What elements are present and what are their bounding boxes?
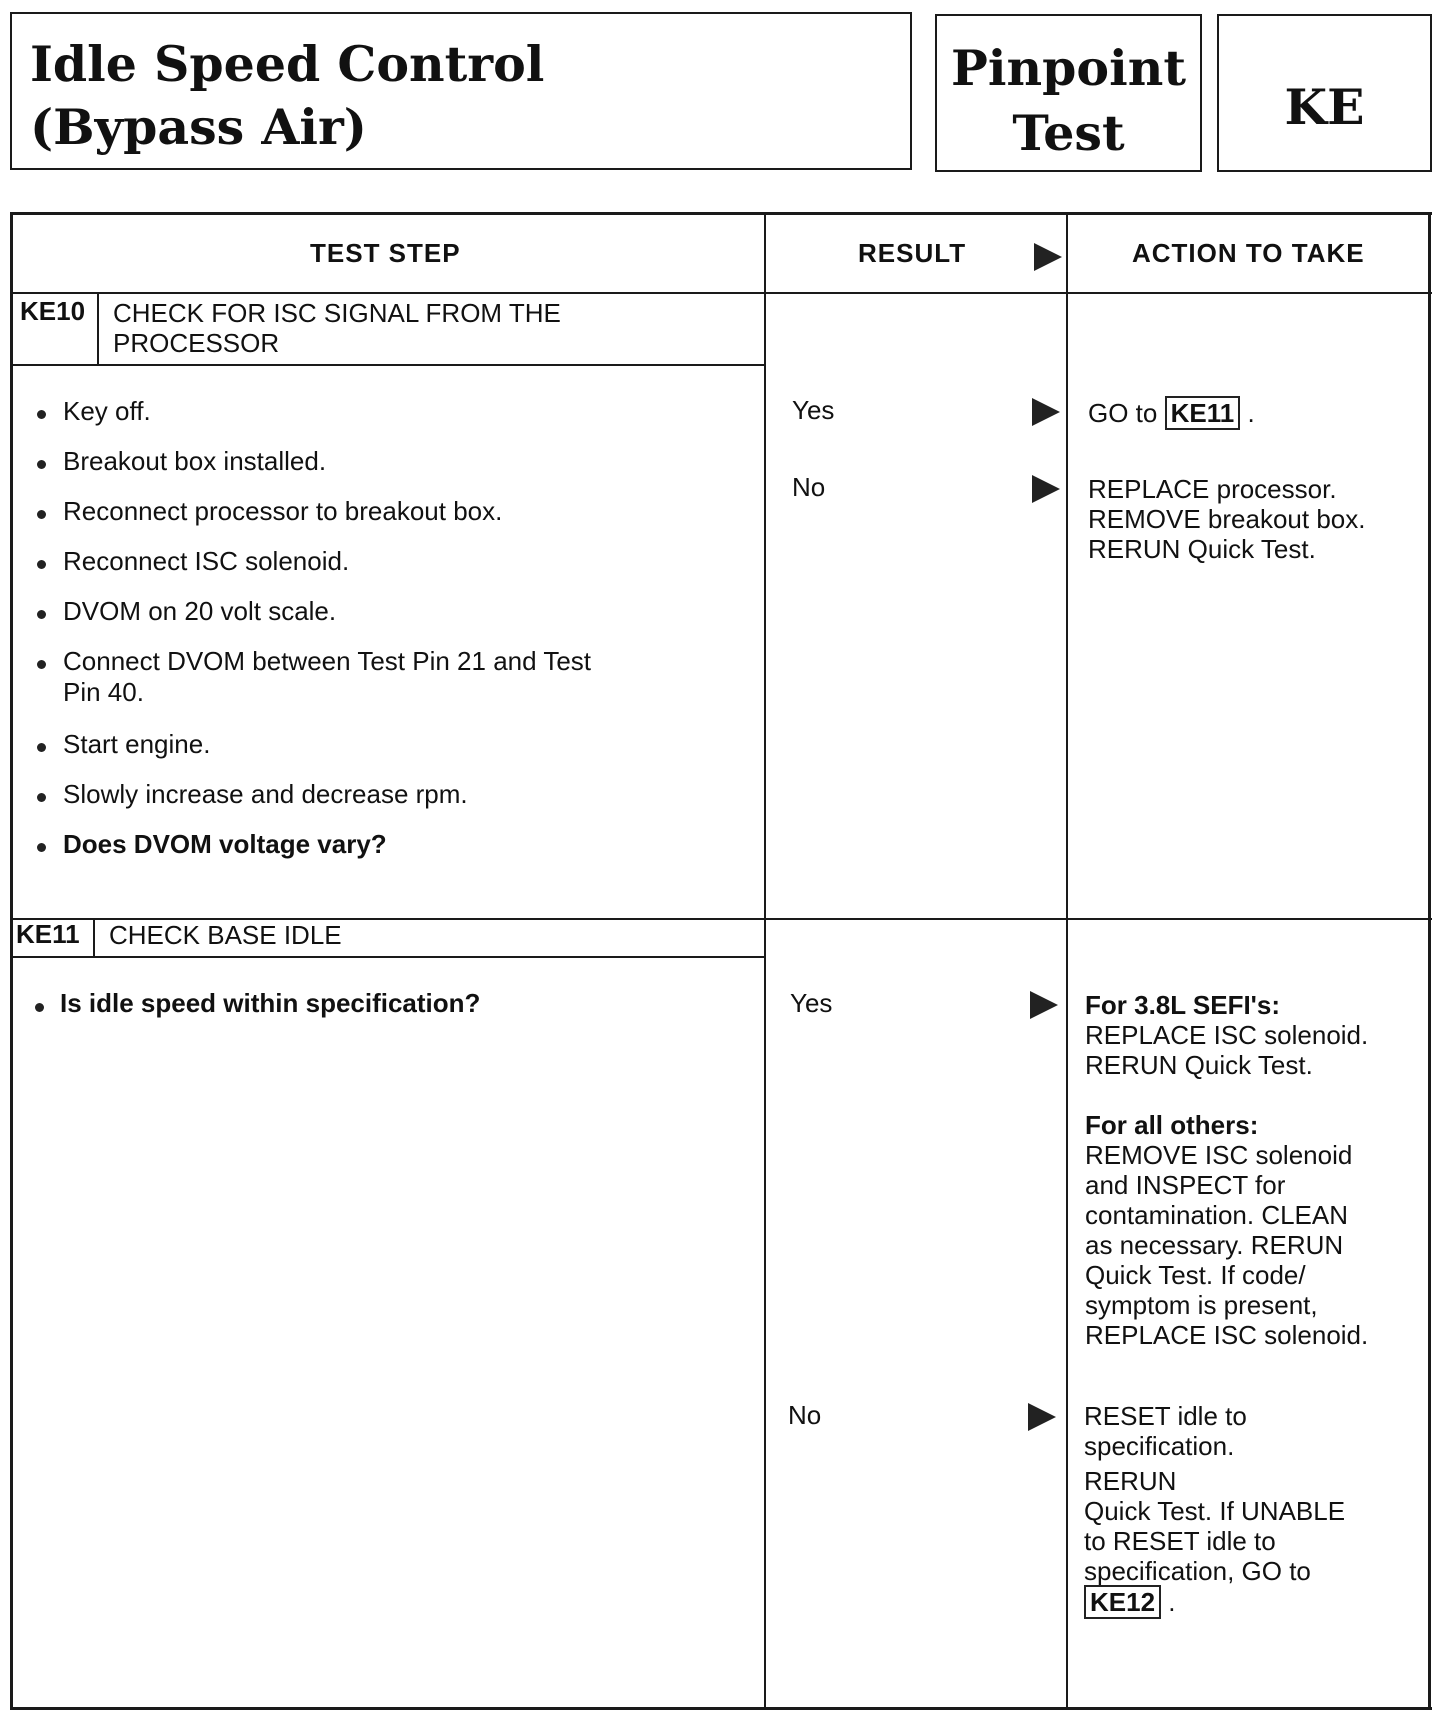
ref-link-ke12[interactable]: KE12 [1084, 1585, 1161, 1619]
result-arrow-icon [1034, 243, 1062, 271]
step-title-ke10-line1: CHECK FOR ISC SIGNAL FROM THE [113, 298, 561, 328]
pinpoint-label: Pinpoint [951, 39, 1186, 97]
action-line: as necessary. RERUN [1085, 1230, 1344, 1260]
list-item: DVOM on 20 volt scale. [63, 596, 337, 626]
bullet-icon [37, 610, 46, 619]
step-id-ke11: KE11 [16, 919, 80, 949]
column-divider-2 [1066, 212, 1068, 1710]
action-line: REMOVE ISC solenoid [1085, 1140, 1353, 1170]
list-item: Start engine. [63, 729, 211, 759]
column-header-result: RESULT [858, 238, 967, 268]
action-suffix: . [1247, 398, 1255, 428]
list-item-question: Is idle speed within specification? [60, 988, 481, 1018]
result-yes-ke10: Yes [792, 395, 835, 425]
column-header-test-step: TEST STEP [310, 238, 461, 268]
pinpoint-test-box [935, 14, 1202, 172]
list-item: Reconnect processor to breakout box. [63, 496, 503, 526]
action-line: Quick Test. If UNABLE [1084, 1496, 1346, 1526]
column-header-action: ACTION TO TAKE [1132, 238, 1365, 268]
action-line: to RESET idle to [1084, 1526, 1276, 1556]
table-bottom-border [10, 1707, 1432, 1710]
list-item: Reconnect ISC solenoid. [63, 546, 350, 576]
action-suffix: . [1168, 1587, 1176, 1617]
page-title-line2: (Bypass Air) [30, 98, 367, 156]
action-line: specification, GO to [1084, 1556, 1311, 1586]
action-line: RERUN Quick Test. [1088, 534, 1316, 564]
table-left-border [10, 212, 13, 1710]
list-item: Slowly increase and decrease rpm. [63, 779, 468, 809]
bullet-icon [37, 510, 46, 519]
action-line: RESET idle to [1084, 1401, 1247, 1431]
action-line: REMOVE breakout box. [1088, 504, 1366, 534]
action-line: Quick Test. If code/ [1085, 1260, 1306, 1290]
result-arrow-icon [1028, 1403, 1056, 1431]
list-item-question: Does DVOM voltage vary? [63, 829, 387, 859]
action-line: contamination. CLEAN [1085, 1200, 1349, 1230]
column-divider-1 [764, 212, 766, 1710]
action-line: RERUN [1084, 1466, 1177, 1496]
ke11-id-divider [93, 918, 95, 957]
action-ke10-yes [1088, 398, 1255, 429]
action-ke11-no-ref [1084, 1587, 1176, 1618]
header-row-divider [10, 292, 1432, 294]
action-heading-all-others: For all others: [1085, 1110, 1259, 1140]
test-code-box [1217, 14, 1432, 172]
ke10-title-divider [10, 364, 766, 366]
bullet-icon [37, 743, 46, 752]
list-item: Key off. [63, 396, 151, 426]
result-no-ke11: No [788, 1400, 822, 1430]
action-line: and INSPECT for [1085, 1170, 1286, 1200]
ke10-id-divider [97, 292, 99, 365]
list-item-continuation: Pin 40. [63, 677, 144, 707]
bullet-icon [37, 660, 46, 669]
action-line: RERUN Quick Test. [1085, 1050, 1313, 1080]
ke11-title-divider [10, 956, 766, 958]
result-arrow-icon [1032, 475, 1060, 503]
action-text: GO to [1088, 398, 1158, 428]
table-right-border [1428, 212, 1431, 1710]
action-line: REPLACE ISC solenoid. [1085, 1320, 1369, 1350]
result-arrow-icon [1032, 398, 1060, 426]
bullet-icon [37, 843, 46, 852]
list-item: Breakout box installed. [63, 446, 327, 476]
table-top-border [10, 212, 1432, 215]
step-id-ke10: KE10 [20, 296, 86, 326]
bullet-icon [35, 1003, 44, 1012]
bullet-icon [37, 460, 46, 469]
action-line: specification. [1084, 1431, 1235, 1461]
ref-link-ke11[interactable]: KE11 [1165, 396, 1241, 430]
bullet-icon [37, 793, 46, 802]
list-item: Connect DVOM between Test Pin 21 and Test [63, 646, 592, 676]
result-no-ke10: No [792, 472, 826, 502]
action-line: REPLACE ISC solenoid. [1085, 1020, 1369, 1050]
page-title-line1: Idle Speed Control [30, 35, 545, 93]
step-title-ke10-line2: PROCESSOR [113, 328, 280, 358]
title-box [10, 12, 912, 170]
step-title-ke11: CHECK BASE IDLE [109, 920, 342, 950]
result-yes-ke11: Yes [790, 988, 833, 1018]
bullet-icon [37, 410, 46, 419]
action-line: symptom is present, [1085, 1290, 1318, 1320]
action-heading-3-8l: For 3.8L SEFI's: [1085, 990, 1280, 1020]
test-label: Test [1012, 104, 1125, 162]
bullet-icon [37, 560, 46, 569]
test-code: KE [1284, 78, 1365, 136]
result-arrow-icon [1030, 991, 1058, 1019]
action-line: REPLACE processor. [1088, 474, 1337, 504]
